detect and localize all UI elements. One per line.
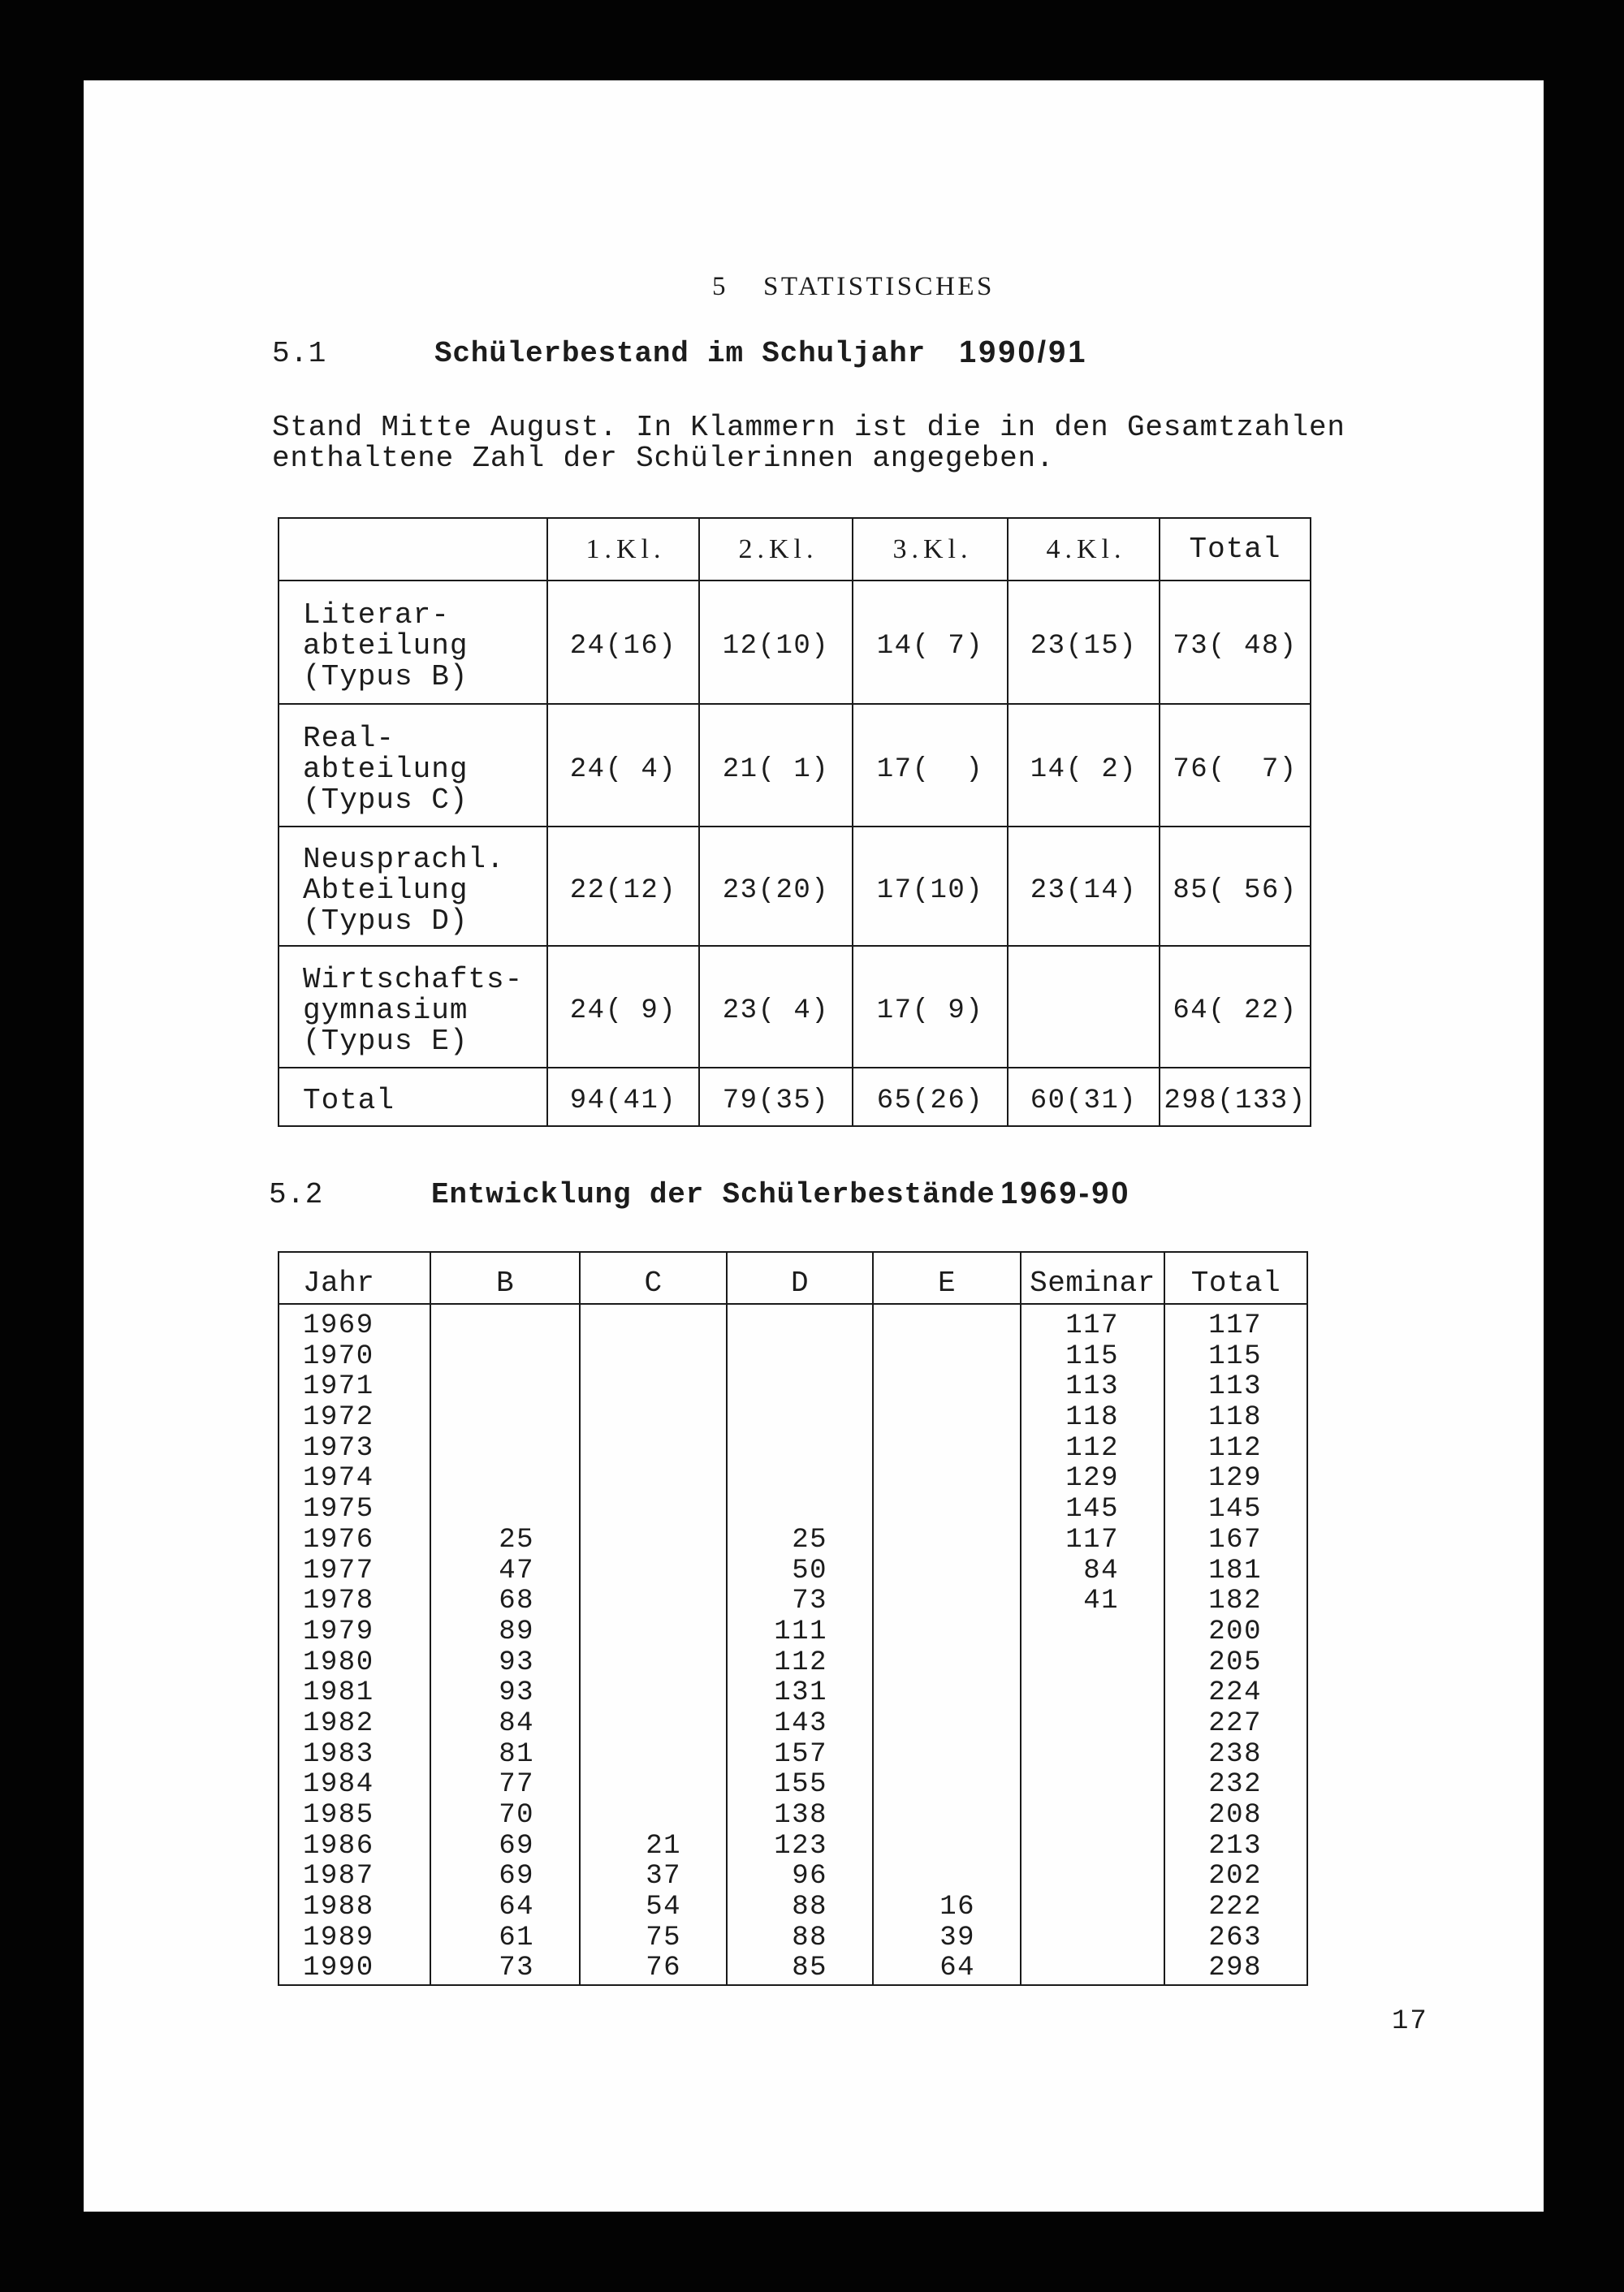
table2-year-cell: 1974	[279, 1464, 431, 1495]
table2-data-cell: 129	[1165, 1464, 1308, 1495]
table2-data-cell: 118	[1165, 1403, 1308, 1434]
table2-data-cell	[581, 1709, 728, 1740]
table2-data-cell	[1021, 1678, 1165, 1709]
table1-data-cell: 23( 4)	[700, 947, 853, 1068]
table1-row-label-line: (Typus C)	[303, 783, 469, 817]
table2-data-cell: 25	[431, 1526, 581, 1556]
table1-data-cell: 64( 22)	[1160, 947, 1311, 1068]
table2-data-cell: 84	[1021, 1556, 1165, 1587]
section-number: 5	[712, 272, 728, 301]
table2-data-cell: 167	[1165, 1526, 1308, 1556]
table2-data-cell: 238	[1165, 1740, 1308, 1771]
table2-data-cell: 213	[1165, 1832, 1308, 1863]
table2-data-cell: 70	[431, 1801, 581, 1832]
page-number: 17	[1392, 2006, 1428, 2037]
table2-data-cell: 117	[1021, 1526, 1165, 1556]
table1-data-cell: 14( 2)	[1009, 705, 1160, 827]
table1-data-cell: 14( 7)	[853, 581, 1009, 705]
table1-data-cell: 24( 9)	[548, 947, 700, 1068]
table2-year-cell: 1975	[279, 1495, 431, 1526]
table2-data-cell	[874, 1342, 1021, 1373]
table2-data-cell	[874, 1464, 1021, 1495]
table1-data-cell: 17( 9)	[853, 947, 1009, 1068]
table2-data-cell	[581, 1556, 728, 1587]
table1-row-label-line: (Typus D)	[303, 904, 469, 938]
table2-data-cell	[874, 1709, 1021, 1740]
table2-data-cell	[728, 1495, 874, 1526]
table1-column-header: Total	[1160, 519, 1311, 581]
table2-year-cell: 1983	[279, 1740, 431, 1771]
table1-data-cell: 76( 7)	[1160, 705, 1311, 827]
table2-data-cell: 88	[728, 1893, 874, 1923]
table2-data-cell	[874, 1832, 1021, 1863]
table2-data-cell	[581, 1372, 728, 1403]
table2-data-cell: 157	[728, 1740, 874, 1771]
table2-data-cell	[728, 1464, 874, 1495]
table1-column-header: 1.Kl.	[548, 519, 700, 581]
table1-data-cell: 22(12)	[548, 827, 700, 947]
table2-data-cell: 50	[728, 1556, 874, 1587]
table2-data-cell: 37	[581, 1862, 728, 1893]
table1-data-cell: 23(15)	[1009, 581, 1160, 705]
student-development-table	[278, 1251, 1308, 1986]
table2-data-cell: 117	[1165, 1305, 1308, 1342]
table2-data-cell	[874, 1305, 1021, 1342]
table2-data-cell: 85	[728, 1953, 874, 1986]
table2-data-cell	[581, 1678, 728, 1709]
table2-data-cell: 96	[728, 1862, 874, 1893]
table2-data-cell	[1021, 1832, 1165, 1863]
table2-data-cell	[874, 1434, 1021, 1465]
table2-data-cell: 232	[1165, 1770, 1308, 1801]
student-count-table	[278, 517, 1311, 1127]
table2-data-cell	[581, 1740, 728, 1771]
table2-data-cell	[581, 1648, 728, 1679]
table2-year-cell: 1969	[279, 1305, 431, 1342]
table2-year-cell: 1970	[279, 1342, 431, 1373]
table2-data-cell	[1021, 1862, 1165, 1893]
table1-data-cell: 24( 4)	[548, 705, 700, 827]
table2-column-header: Jahr	[279, 1253, 431, 1305]
table2-year-cell: 1971	[279, 1372, 431, 1403]
table2-data-cell	[728, 1305, 874, 1342]
table2-year-cell: 1976	[279, 1526, 431, 1556]
table2-year-cell: 1987	[279, 1862, 431, 1893]
table1-row-label	[279, 705, 548, 827]
table2-data-cell	[728, 1342, 874, 1373]
table2-year-cell: 1988	[279, 1893, 431, 1923]
table2-data-cell: 64	[431, 1893, 581, 1923]
table2-data-cell: 88	[728, 1923, 874, 1954]
table2-data-cell: 143	[728, 1709, 874, 1740]
table1-data-cell: 23(20)	[700, 827, 853, 947]
table1-row-label	[279, 827, 548, 947]
table2-data-cell	[581, 1464, 728, 1495]
table2-data-cell: 118	[1021, 1403, 1165, 1434]
table2-data-cell	[1021, 1617, 1165, 1648]
table2-year-cell: 1978	[279, 1586, 431, 1617]
table2-data-cell	[874, 1801, 1021, 1832]
subsection-1-number: 5.1	[272, 337, 327, 370]
subsection-1-title: Schülerbestand im Schuljahr	[434, 337, 926, 370]
table2-year-cell: 1990	[279, 1953, 431, 1986]
table1-data-cell: 73( 48)	[1160, 581, 1311, 705]
table2-data-cell	[1021, 1923, 1165, 1954]
table2-data-cell	[581, 1305, 728, 1342]
table1-corner-cell	[279, 519, 548, 581]
table2-data-cell	[581, 1526, 728, 1556]
table2-year-cell: 1982	[279, 1709, 431, 1740]
table1-column-header: 3.Kl.	[853, 519, 1009, 581]
table2-year-cell: 1986	[279, 1832, 431, 1863]
table2-data-cell	[1021, 1770, 1165, 1801]
table2-year-cell: 1972	[279, 1403, 431, 1434]
table2-data-cell: 115	[1165, 1342, 1308, 1373]
table2-data-cell: 131	[728, 1678, 874, 1709]
table1-row-label-line: (Typus B)	[303, 660, 469, 693]
table2-data-cell: 224	[1165, 1678, 1308, 1709]
table2-column-header: Seminar	[1021, 1253, 1165, 1305]
table1-row-label	[279, 1068, 548, 1127]
table2-data-cell: 84	[431, 1709, 581, 1740]
table1-row-label-line: Total	[303, 1084, 395, 1117]
table2-data-cell: 68	[431, 1586, 581, 1617]
table2-data-cell	[874, 1495, 1021, 1526]
table2-data-cell	[431, 1372, 581, 1403]
table2-data-cell	[431, 1403, 581, 1434]
table2-data-cell: 64	[874, 1953, 1021, 1986]
table2-data-cell: 298	[1165, 1953, 1308, 1986]
table2-data-cell	[1021, 1709, 1165, 1740]
table2-year-cell: 1981	[279, 1678, 431, 1709]
table2-data-cell: 69	[431, 1862, 581, 1893]
table2-data-cell	[728, 1372, 874, 1403]
table2-data-cell: 47	[431, 1556, 581, 1587]
table2-data-cell	[1021, 1648, 1165, 1679]
intro-text-line-1: Stand Mitte August. In Klammern ist die in den Gesamtzahlen	[272, 411, 1345, 444]
table2-data-cell: 113	[1165, 1372, 1308, 1403]
table1-row-label-line: (Typus E)	[303, 1025, 469, 1058]
table1-data-cell: 23(14)	[1009, 827, 1160, 947]
table2-data-cell	[431, 1495, 581, 1526]
table2-data-cell	[1021, 1801, 1165, 1832]
table1-data-cell: 60(31)	[1009, 1068, 1160, 1127]
table2-data-cell: 39	[874, 1923, 1021, 1954]
table2-data-cell	[431, 1464, 581, 1495]
table2-year-cell: 1989	[279, 1923, 431, 1954]
table2-column-header: D	[728, 1253, 874, 1305]
table2-data-cell: 73	[431, 1953, 581, 1986]
table2-data-cell	[874, 1862, 1021, 1893]
table2-data-cell	[581, 1770, 728, 1801]
table1-row-label-line: abteilung	[303, 629, 469, 663]
table2-data-cell	[581, 1495, 728, 1526]
table2-data-cell	[431, 1305, 581, 1342]
table2-data-cell: 227	[1165, 1709, 1308, 1740]
table2-data-cell: 222	[1165, 1893, 1308, 1923]
table2-column-header: C	[581, 1253, 728, 1305]
table2-data-cell: 112	[1021, 1434, 1165, 1465]
table2-data-cell	[581, 1342, 728, 1373]
subsection-2-years: 1969-90	[1000, 1176, 1131, 1211]
table2-column-header: Total	[1165, 1253, 1308, 1305]
table2-data-cell: 123	[728, 1832, 874, 1863]
table2-year-cell: 1980	[279, 1648, 431, 1679]
table2-data-cell	[1021, 1740, 1165, 1771]
table2-data-cell: 81	[431, 1740, 581, 1771]
table2-column-header: B	[431, 1253, 581, 1305]
table2-data-cell: 93	[431, 1648, 581, 1679]
table2-data-cell: 69	[431, 1832, 581, 1863]
table2-data-cell: 61	[431, 1923, 581, 1954]
table2-data-cell: 181	[1165, 1556, 1308, 1587]
table2-data-cell: 117	[1021, 1305, 1165, 1342]
table2-data-cell	[874, 1617, 1021, 1648]
table1-data-cell	[1009, 947, 1160, 1068]
table2-data-cell: 25	[728, 1526, 874, 1556]
table2-data-cell: 145	[1165, 1495, 1308, 1526]
table2-data-cell: 138	[728, 1801, 874, 1832]
table2-data-cell: 89	[431, 1617, 581, 1648]
subsection-2-number: 5.2	[269, 1178, 324, 1211]
table1-data-cell: 65(26)	[853, 1068, 1009, 1127]
table2-data-cell	[874, 1770, 1021, 1801]
table2-data-cell: 54	[581, 1893, 728, 1923]
table2-data-cell: 75	[581, 1923, 728, 1954]
table2-data-cell: 21	[581, 1832, 728, 1863]
table2-data-cell: 129	[1021, 1464, 1165, 1495]
table1-data-cell: 24(16)	[548, 581, 700, 705]
table1-row-label-line: abteilung	[303, 752, 469, 786]
table2-year-cell: 1973	[279, 1434, 431, 1465]
table2-year-cell: 1977	[279, 1556, 431, 1587]
table2-data-cell	[581, 1403, 728, 1434]
table1-data-cell: 21( 1)	[700, 705, 853, 827]
table1-row-label	[279, 947, 548, 1068]
table2-year-cell: 1985	[279, 1801, 431, 1832]
table2-data-cell: 112	[1165, 1434, 1308, 1465]
table1-data-cell: 85( 56)	[1160, 827, 1311, 947]
table2-data-cell: 200	[1165, 1617, 1308, 1648]
table2-data-cell: 205	[1165, 1648, 1308, 1679]
table2-data-cell: 111	[728, 1617, 874, 1648]
table2-data-cell	[874, 1556, 1021, 1587]
table1-row-label	[279, 581, 548, 705]
subsection-1-year: 1990/91	[959, 335, 1088, 369]
table2-column-header: E	[874, 1253, 1021, 1305]
table1-data-cell: 17(10)	[853, 827, 1009, 947]
table2-data-cell	[874, 1526, 1021, 1556]
table2-data-cell: 113	[1021, 1372, 1165, 1403]
table1-data-cell: 79(35)	[700, 1068, 853, 1127]
section-title: STATISTISCHES	[763, 272, 995, 301]
table1-row-label-line: Real-	[303, 721, 395, 755]
table2-data-cell: 93	[431, 1678, 581, 1709]
table1-data-cell: 94(41)	[548, 1068, 700, 1127]
table2-data-cell: 112	[728, 1648, 874, 1679]
table2-data-cell: 77	[431, 1770, 581, 1801]
table2-data-cell	[728, 1403, 874, 1434]
table1-data-cell: 298(133)	[1160, 1068, 1311, 1127]
table2-data-cell	[1021, 1953, 1165, 1986]
table1-row-label-line: gymnasium	[303, 994, 469, 1027]
intro-text-line-2: enthaltene Zahl der Schülerinnen angegeben.	[272, 442, 1055, 475]
table2-data-cell	[874, 1372, 1021, 1403]
table1-row-label-line: Neusprachl.	[303, 842, 505, 876]
table2-year-cell: 1984	[279, 1770, 431, 1801]
table2-data-cell	[581, 1801, 728, 1832]
table1-row-label-line: Wirtschafts-	[303, 963, 524, 996]
table2-data-cell: 202	[1165, 1862, 1308, 1893]
table2-data-cell: 76	[581, 1953, 728, 1986]
subsection-2-title: Entwicklung der Schülerbestände	[431, 1178, 996, 1211]
table2-data-cell: 41	[1021, 1586, 1165, 1617]
table2-data-cell: 263	[1165, 1923, 1308, 1954]
table1-column-header: 4.Kl.	[1009, 519, 1160, 581]
table2-data-cell	[431, 1342, 581, 1373]
table2-data-cell	[874, 1740, 1021, 1771]
table2-data-cell	[431, 1434, 581, 1465]
table2-data-cell: 115	[1021, 1342, 1165, 1373]
table2-data-cell	[874, 1403, 1021, 1434]
table2-data-cell: 155	[728, 1770, 874, 1801]
table2-data-cell	[874, 1678, 1021, 1709]
table2-data-cell	[1021, 1893, 1165, 1923]
table2-data-cell	[581, 1617, 728, 1648]
table1-row-label-line: Literar-	[303, 598, 450, 632]
table1-data-cell: 17( )	[853, 705, 1009, 827]
table2-year-cell: 1979	[279, 1617, 431, 1648]
table2-data-cell: 16	[874, 1893, 1021, 1923]
table2-data-cell	[874, 1586, 1021, 1617]
table2-data-cell: 145	[1021, 1495, 1165, 1526]
table2-data-cell	[874, 1648, 1021, 1679]
table1-column-header: 2.Kl.	[700, 519, 853, 581]
table2-data-cell: 182	[1165, 1586, 1308, 1617]
table2-data-cell	[728, 1434, 874, 1465]
table2-data-cell: 208	[1165, 1801, 1308, 1832]
table2-data-cell: 73	[728, 1586, 874, 1617]
table2-data-cell	[581, 1586, 728, 1617]
table1-data-cell: 12(10)	[700, 581, 853, 705]
table1-row-label-line: Abteilung	[303, 873, 469, 907]
table2-data-cell	[581, 1434, 728, 1465]
